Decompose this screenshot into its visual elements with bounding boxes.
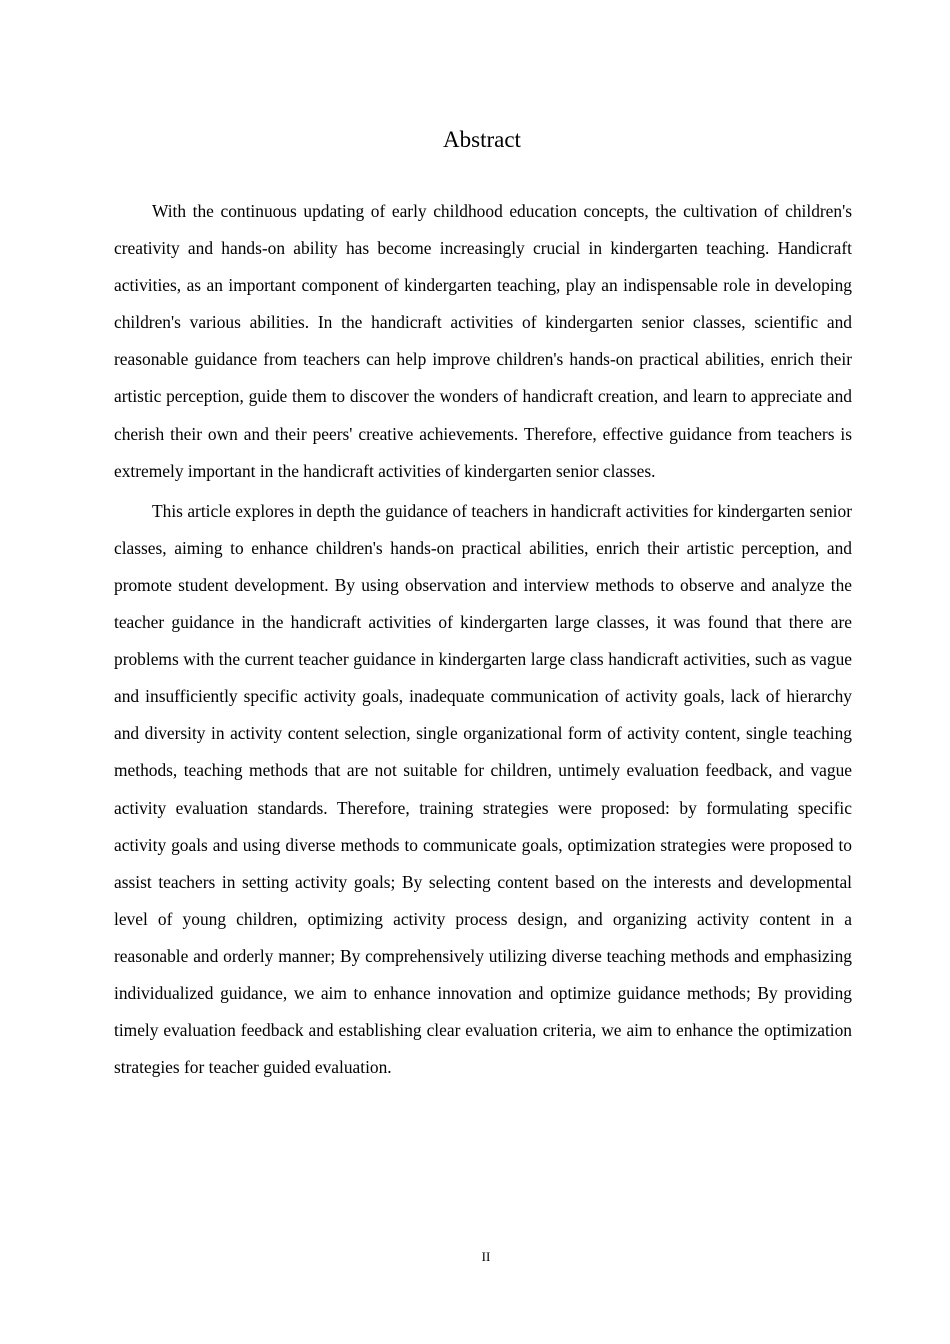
page-number: II <box>481 1249 491 1264</box>
abstract-paragraph-2: This article explores in depth the guidance of teachers in handicraft activities for kindergarten senior classes, aiming to enhance children's hands-on practical abilities, enrich their artistic perception, and promote student development. By using observation and interview methods to observe and analyze the teacher guidance in the handicraft activities of kindergarten large classes, it was found that there are problems with the current teacher guidance in kindergarten large class handicraft activities, such as vague and insufficiently specific activity goals, inadequate communication of activity goals, lack of hierarchy and diversity in activity content selection, single organizational form of activity content, single teaching methods, teaching methods that are not suitable for children, untimely evaluation feedback, and vague activity evaluation standards. Therefore, training strategies were proposed: by formulating specific activity goals and using diverse methods to communicate goals, optimization strategies were proposed to assist teachers in setting activity goals; By selecting content based on the interests and developmental level of young children, optimizing activity process design, and organizing activity content in a reasonable and orderly manner; By comprehensively utilizing diverse teaching methods and emphasizing individualized guidance, we aim to enhance innovation and optimize guidance methods; By providing timely evaluation feedback and establishing clear evaluation criteria, we aim to enhance the optimization strategies for teacher guided evaluation. <box>114 500 852 1078</box>
abstract-paragraph-1: With the continuous updating of early childhood education concepts, the cultivation of children's creativity and hands-on ability has become increasingly crucial in kindergarten teaching. Handicraft activities, as an important component of kindergarten teaching, play an indispensable role in developing children's various abilities. In the handicraft activities of kindergarten senior classes, scientific and reasonable guidance from teachers can help improve children's hands-on practical abilities, enrich their artistic perception, guide them to discover the wonders of handicraft creation, and learn to appreciate and cherish their own and their peers' creative achievements. Therefore, effective guidance from teachers is extremely important in the handicraft activities of kindergarten senior classes. <box>114 201 852 481</box>
page-title: Abstract <box>443 127 521 152</box>
abstract-body <box>114 193 852 1086</box>
